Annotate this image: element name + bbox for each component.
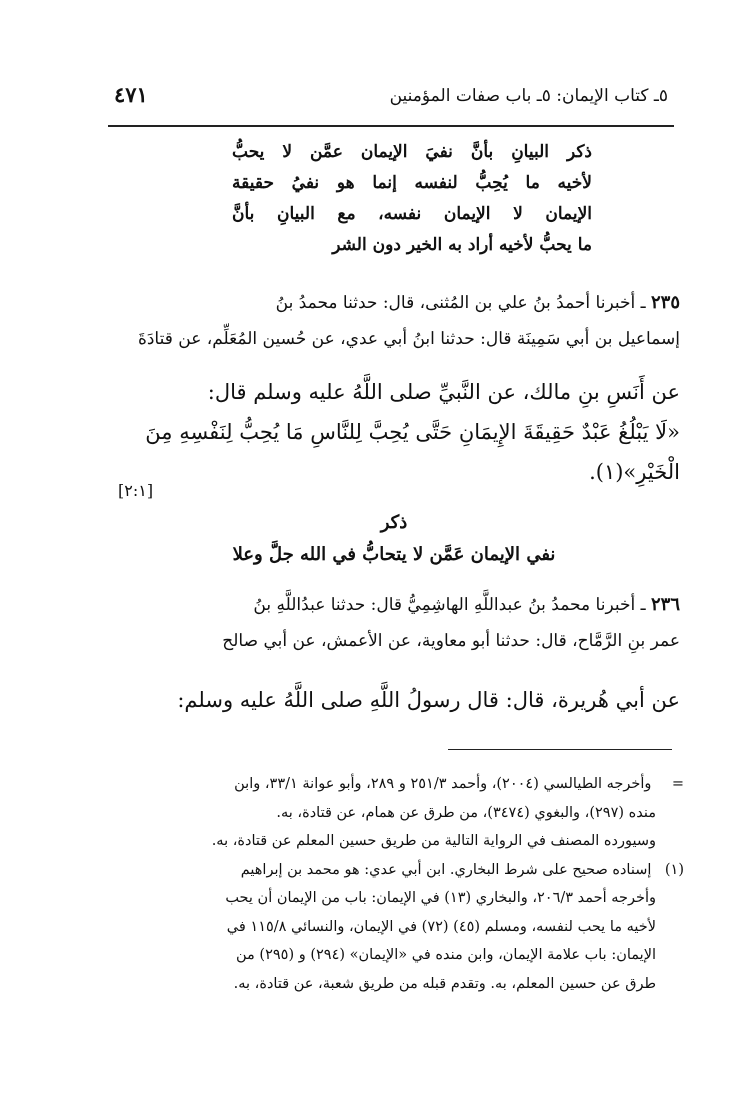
footnote-text: طرق عن حسين المعلم، به. وتقدم قبله من طريق شعبة، عن قتادة، به. — [233, 975, 656, 992]
hadith-236-matn — [108, 680, 680, 720]
hadith-235-reference: [٢:١] — [118, 481, 154, 500]
footnote-mark: (١) — [664, 861, 684, 878]
hadith-235-isnad — [108, 285, 680, 357]
hadith-235-matn — [108, 372, 680, 492]
chapter-heading-line: ذكر البيانِ بأنَّ نفيَ الإيمان عمَّن لا يحبُّ — [232, 142, 592, 162]
section-heading-subtitle: نفي الإيمان عَمَّن لا يتحابُّ في الله جلَّ وعلا — [232, 544, 556, 565]
footnote-rule — [448, 749, 672, 750]
footnote-line — [104, 799, 684, 828]
section-heading-title: ذكر — [380, 512, 408, 533]
header-rule — [108, 125, 674, 127]
running-title: ٥ـ كتاب الإيمان: ٥ـ باب صفات المؤمنين — [389, 86, 668, 106]
matn-line: عن أَنَسِ بنِ مالك، عن النَّبيِّ صلى اللَّهُ عليه وسلم قال: — [207, 380, 680, 404]
chapter-heading-line: الإيمان لا الإيمان نفسه، مع البيانِ بأنَّ — [232, 204, 592, 224]
matn-line: الْخَيْرِ»(١). — [589, 460, 680, 484]
footnote-line — [104, 770, 684, 799]
chapter-heading-line: لأخيه ما يُحِبُّ لنفسه إنما هو نفيُ حقيقة — [232, 173, 592, 193]
footnote-text: الإيمان: باب علامة الإيمان، وابن منده في «الإيمان» (٢٩٤) و (٢٩٥) من — [236, 947, 656, 963]
footnote-mark: = — [671, 776, 684, 792]
hadith-236-isnad — [108, 587, 680, 659]
footnote-line — [104, 827, 684, 856]
isnad-text: ـ أخبرنا أحمدُ بنُ علي بن المُثنى، قال: حدثنا محمدُ بنُ — [275, 293, 646, 313]
hadith-number: ٢٣٥ — [650, 292, 680, 313]
footnote-line — [104, 884, 684, 913]
page-header — [108, 82, 668, 116]
footnotes — [104, 770, 684, 998]
isnad-text: ـ أخبرنا محمدُ بنُ عبداللَّهِ الهاشِمِيُّ قال: حدثنا عبدُاللَّهِ بنُ — [253, 595, 646, 615]
matn-line: عن أبي هُريرة، قال: قال رسولُ اللَّهِ صلى اللَّهُ عليه وسلم: — [177, 688, 680, 712]
footnote-text: إسناده صحيح على شرط البخاري. ابن أبي عدي: هو محمد بن إبراهيم — [240, 861, 652, 878]
footnote-text: وسيورده المصنف في الرواية التالية من طريق حسين المعلم عن قتادة، به. — [211, 833, 656, 849]
footnote-line — [104, 856, 684, 885]
footnote-text: وأخرجه أحمد ٢٠٦/٣، والبخاري (١٣) في الإيمان: باب من الإيمان أن يحب — [225, 890, 656, 906]
footnote-text: وأخرجه الطيالسي (٢٠٠٤)، وأحمد ٢٥١/٣ و ٢٨٩، وأبو عوانة ٣٣/١، وابن — [234, 776, 652, 792]
chapter-heading-line: ما يحبُّ لأخيه أراد به الخير دون الشر — [332, 235, 592, 255]
footnote-line — [104, 970, 684, 999]
page-number: ٤٧١ — [114, 82, 148, 107]
matn-line: «لَا يَبْلُغُ عَبْدٌ حَقِيقَةَ الإِيمَانِ حَتَّى يُحِبَّ لِلنَّاسِ مَا يُحِبُّ لِنَفْسِهِ مِنَ — [145, 420, 680, 444]
chapter-heading — [232, 137, 592, 261]
footnote-text: لأخيه ما يحب لنفسه، ومسلم (٤٥) (٧٢) في الإيمان، والنسائي ١١٥/٨ في — [226, 918, 656, 935]
footnote-text: منده (٢٩٧)، والبغوي (٣٤٧٤)، من طرق عن همام، عن قتادة، به. — [276, 804, 656, 821]
isnad-line — [108, 285, 680, 321]
footnote-line — [104, 941, 684, 970]
isnad-line — [108, 587, 680, 623]
isnad-line: إسماعيل بن أبي سَمِينَة قال: حدثنا ابنُ أبي عدي، عن حُسين المُعَلِّم، عن قتادَةَ — [137, 329, 680, 349]
isnad-line: عمر بنِ الرَّمَّاح، قال: حدثنا أبو معاوية، عن الأعمش، عن أبي صالح — [222, 631, 680, 651]
hadith-number: ٢٣٦ — [650, 594, 680, 615]
footnote-line — [104, 913, 684, 942]
